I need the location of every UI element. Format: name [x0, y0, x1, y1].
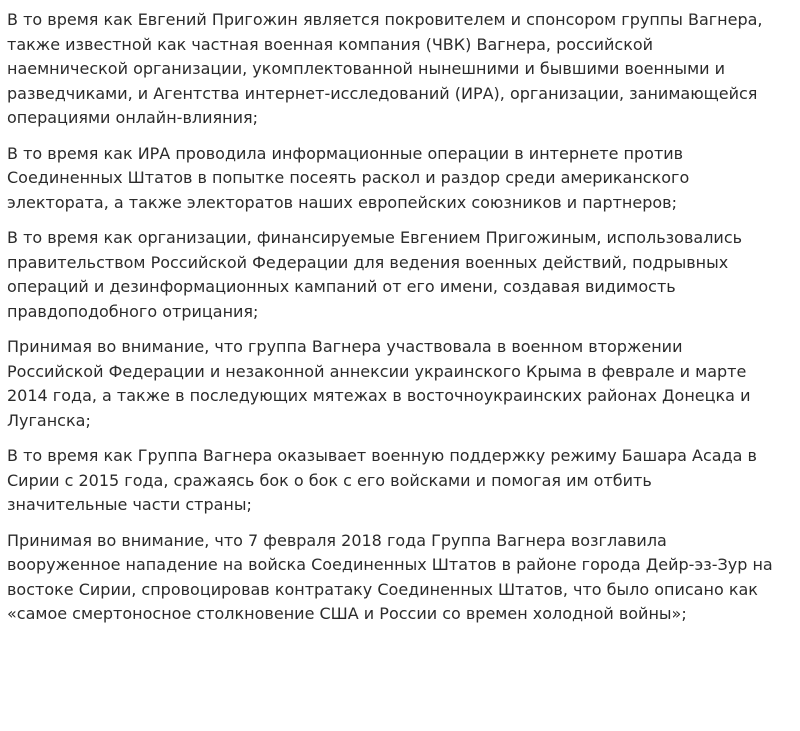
paragraph-line: правдоподобного отрицания; [7, 301, 259, 321]
paragraph-line: Российской Федерации и незаконной аннексии украинского Крыма в феврале и марте [7, 361, 747, 381]
paragraph-line: 2014 года, а также в последующих мятежах в восточноукраинских районах Донецка и [7, 386, 751, 405]
paragraph-funded-organizations [7, 226, 795, 324]
paragraph-crimea-donbas [7, 335, 795, 433]
paragraph-line: В то время как ИРА проводила информационные операции в интернете против [7, 143, 684, 163]
paragraph-line: востоке Сирии, спровоцировав контратаку Соединенных Штатов, что было описано как [7, 579, 758, 599]
paragraph-line: Сирии с 2015 года, сражаясь бок о бок с его войсками и помогая им отбить [7, 470, 652, 490]
paragraph-line: электората, а также электоратов наших европейских союзников и партнеров; [7, 192, 677, 212]
paragraph-line: операциями онлайн-влияния; [7, 108, 258, 127]
paragraph-deir-ez-zor [7, 529, 795, 627]
paragraph-syria-support [7, 444, 795, 518]
paragraph-line: также известной как частная военная компания (ЧВК) Вагнера, российской [7, 34, 654, 54]
paragraph-line: Соединенных Штатов в попытке посеять раскол и раздор среди американского [7, 168, 690, 187]
paragraph-line: Принимая во внимание, что 7 февраля 2018 года Группа Вагнера возглавила [7, 530, 667, 550]
paragraph-line: Принимая во внимание, что группа Вагнера участвовала в военном вторжении [7, 337, 683, 356]
paragraph-line: «самое смертоносное столкновение США и России со времен холодной войны»; [7, 604, 687, 623]
paragraph-line: операций и дезинформационных кампаний от его имени, создавая видимость [7, 277, 676, 296]
paragraph-line: правительством Российской Федерации для ведения военных действий, подрывных [7, 252, 729, 272]
paragraph-line: В то время как организации, финансируемые Евгением Пригожиным, использовались [7, 228, 743, 247]
paragraph-prigozhin-sponsor [7, 8, 795, 131]
paragraph-line: значительные части страны; [7, 495, 252, 514]
paragraph-line: наемнической организации, укомплектованной нынешними и бывшими военными и [7, 59, 726, 78]
paragraph-line: вооруженное нападение на войска Соединенных Штатов в районе города Дейр-эз-Зур на [7, 555, 773, 574]
paragraph-line: Луганска; [7, 410, 91, 430]
paragraph-line: разведчиками, и Агентства интернет-исследований (ИРА), организации, занимающейся [7, 83, 758, 103]
document-body [7, 8, 795, 638]
paragraph-ira-operations [7, 142, 795, 216]
paragraph-line: В то время как Евгений Пригожин является покровителем и спонсором группы Вагнера, [7, 10, 763, 29]
paragraph-line: В то время как Группа Вагнера оказывает военную поддержку режиму Башара Асада в [7, 446, 757, 465]
